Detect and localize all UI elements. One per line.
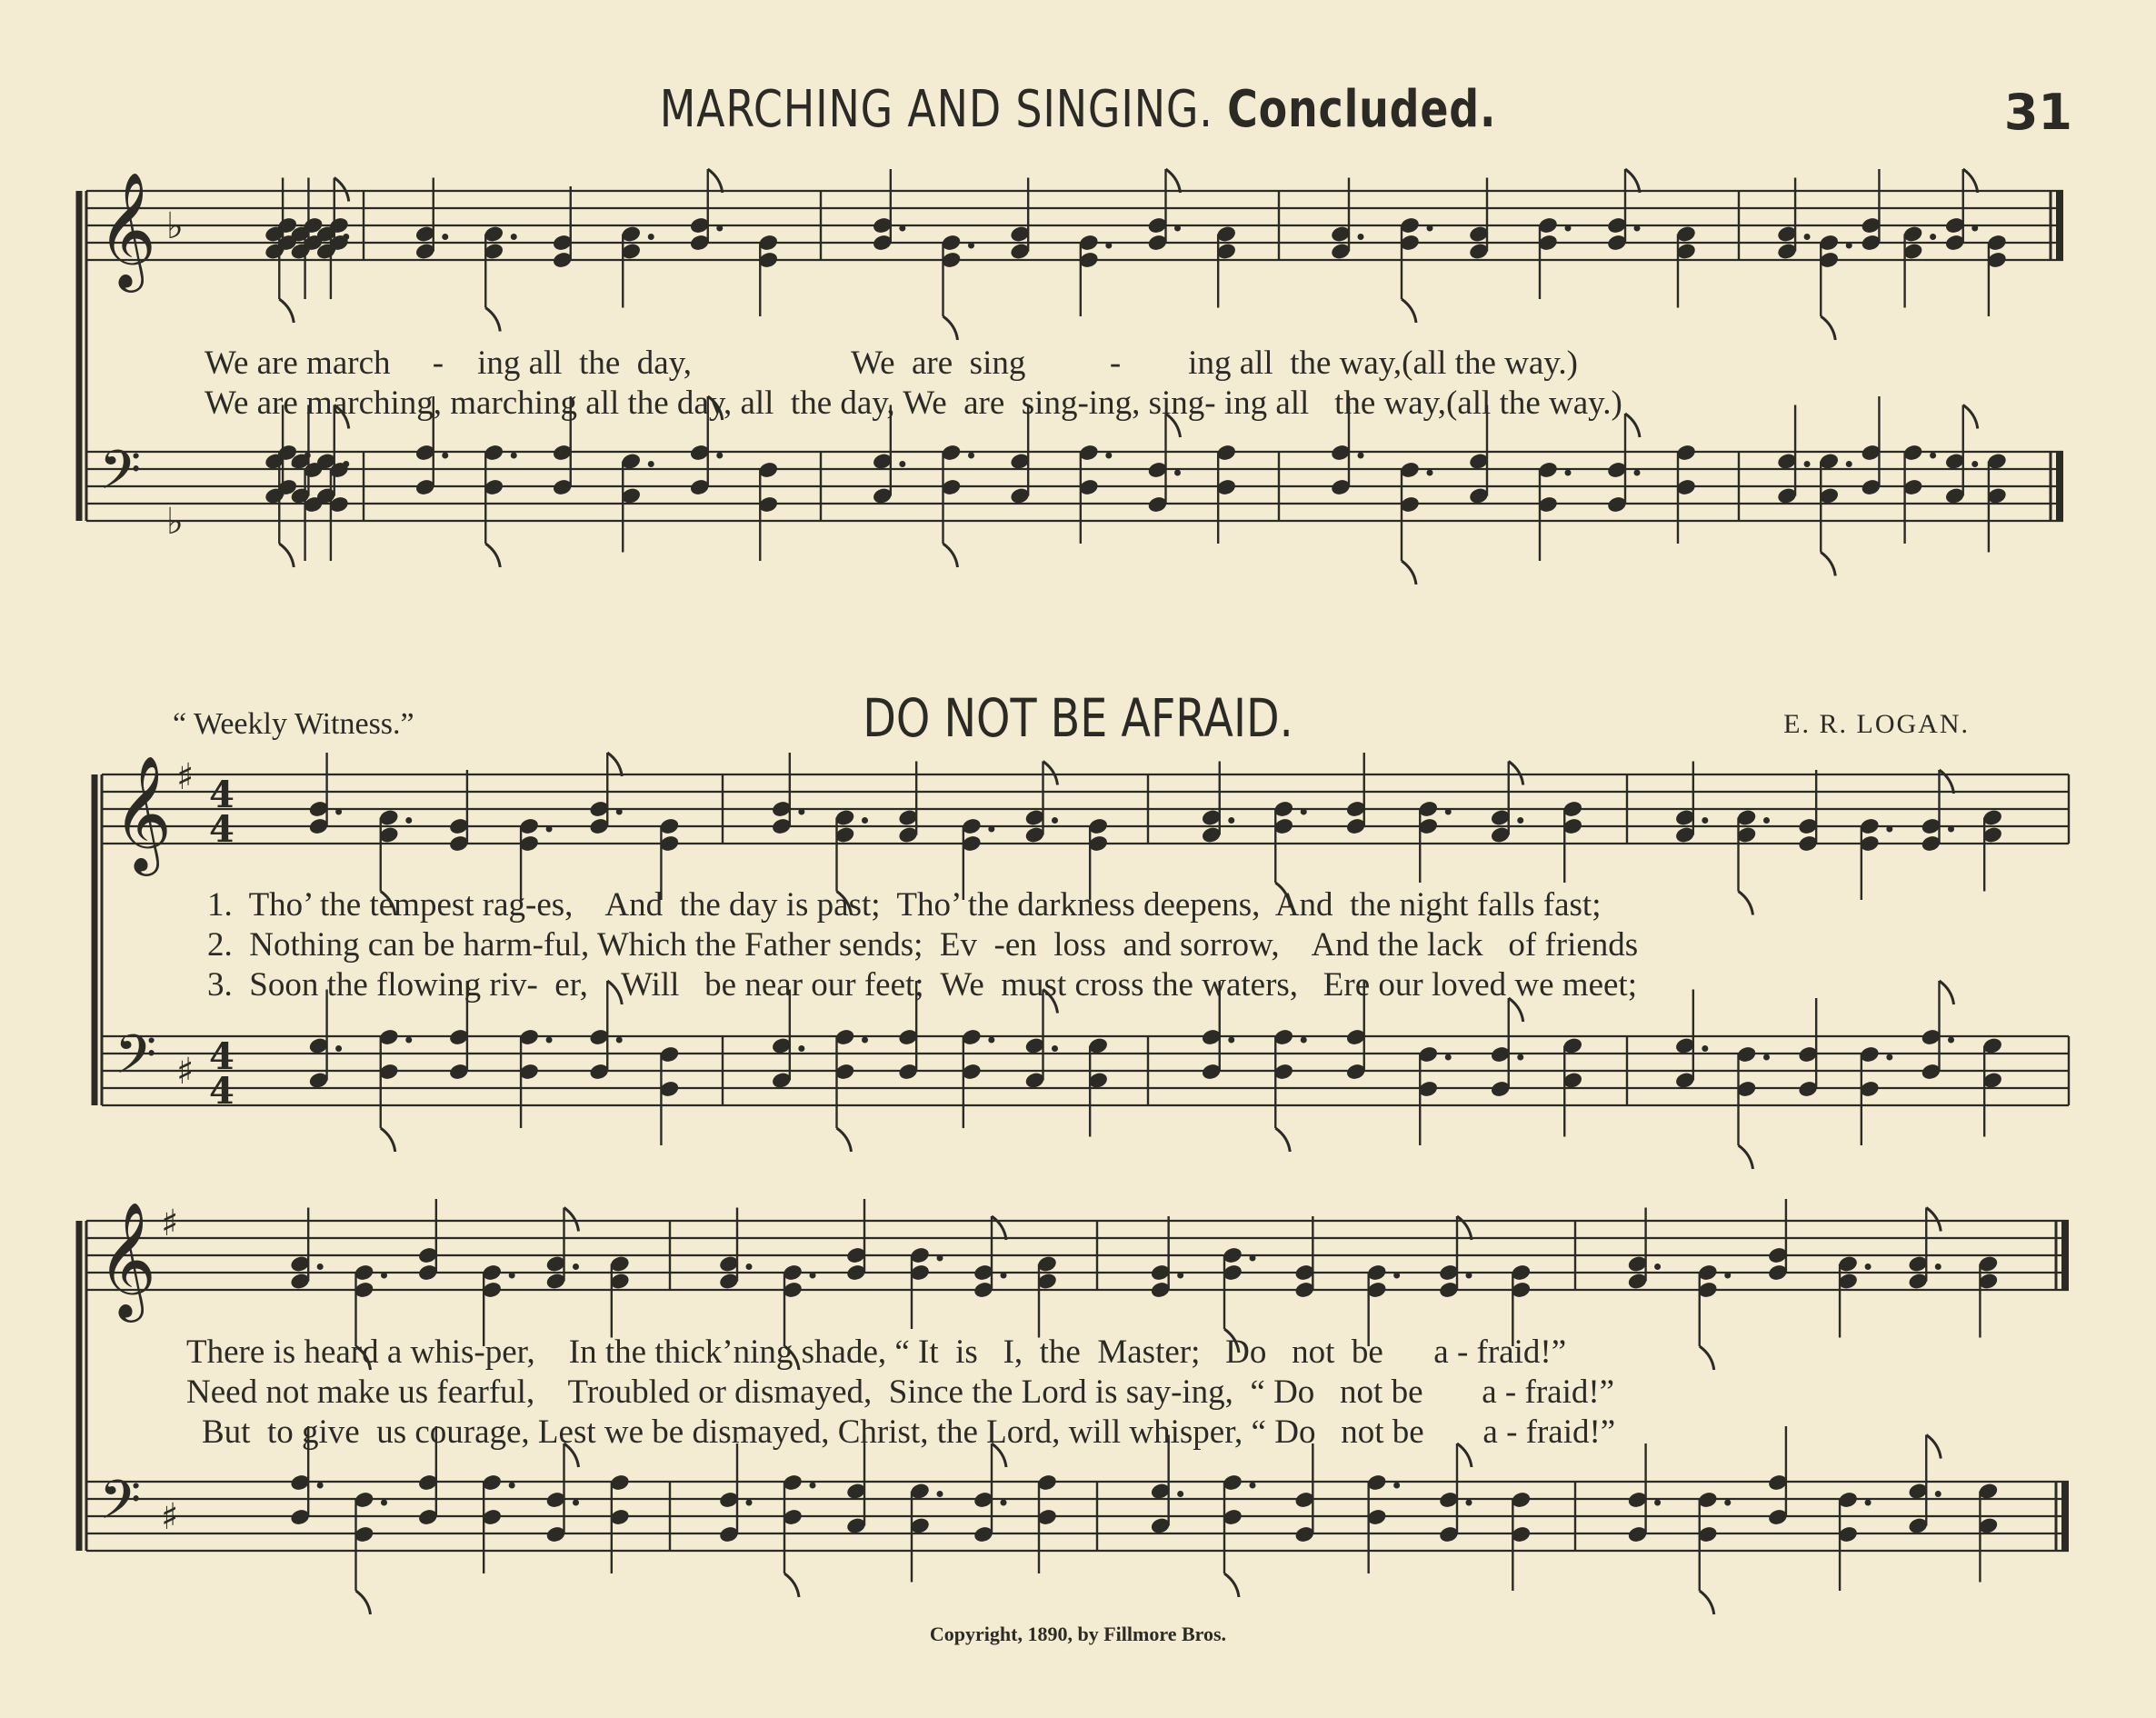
dot: [968, 453, 974, 459]
time-signature-top: 4: [209, 1035, 235, 1078]
dot: [899, 225, 905, 232]
dot: [1301, 1037, 1307, 1044]
note-flag: [485, 544, 500, 567]
dot: [1177, 1491, 1183, 1497]
note-flag: [564, 1208, 579, 1232]
note-flag: [1275, 1128, 1290, 1152]
dot: [511, 234, 517, 240]
dot: [899, 461, 905, 467]
note-flag: [1739, 1145, 1753, 1169]
dot: [616, 1037, 623, 1044]
copyright-notice: Copyright, 1890, by Fillmore Bros.: [929, 1623, 1227, 1645]
dot: [573, 1264, 579, 1270]
dot: [810, 1273, 816, 1279]
time-signature-top: 4: [209, 774, 235, 816]
dot: [1466, 1500, 1472, 1506]
note-flag: [784, 1573, 799, 1597]
song2-title: DO NOT BE AFRAID.: [863, 687, 1293, 749]
dot: [968, 243, 974, 249]
dot: [1393, 1273, 1400, 1279]
song-title-suffix: Concluded.: [1227, 80, 1497, 139]
song-title: MARCHING AND SINGING.: [659, 80, 1213, 139]
dot: [405, 1037, 412, 1044]
treble-clef-icon: 𝄞: [97, 171, 157, 287]
dot: [648, 461, 654, 467]
dot: [1724, 1500, 1731, 1506]
dot: [1301, 809, 1307, 815]
dot: [937, 1491, 943, 1497]
dot: [1634, 225, 1641, 232]
verse-2-line-a: 2. Nothing can be harm-ful, Which the Father sends; Ev -en loss and sorrow, And the lack of friends: [207, 926, 1639, 964]
dot: [1358, 453, 1364, 459]
verse-2-line-b: Need not make us fearful, Troubled or dismayed, Since the Lord is say-ing, “ Do not be a - fraid!”: [186, 1373, 1615, 1411]
note-flag: [1963, 169, 1978, 193]
dot: [335, 809, 342, 815]
dot: [573, 1500, 579, 1506]
dot: [1250, 1255, 1256, 1262]
dot: [1846, 243, 1852, 249]
note-flag: [837, 1128, 852, 1152]
dot: [1702, 1045, 1708, 1052]
dot: [442, 234, 448, 240]
dot: [988, 826, 994, 833]
dot: [1052, 1045, 1058, 1052]
dot: [546, 1037, 553, 1044]
dot: [1001, 1273, 1007, 1279]
dot: [616, 809, 623, 815]
dot: [1052, 817, 1058, 824]
dot: [1445, 809, 1452, 815]
note-flag: [1166, 169, 1181, 193]
dot: [1935, 1491, 1941, 1497]
dot: [1724, 1273, 1731, 1279]
dot: [511, 453, 517, 459]
dot: [1427, 225, 1433, 232]
dot: [335, 1045, 342, 1052]
note-flag: [1821, 316, 1835, 340]
dot: [798, 1045, 804, 1052]
note-flag: [279, 544, 294, 567]
dot: [1865, 1500, 1872, 1506]
dot: [810, 1483, 816, 1489]
dot: [405, 817, 412, 824]
dot: [1971, 461, 1978, 467]
note-flag: [1224, 1573, 1239, 1597]
note-flag: [485, 308, 500, 332]
dot: [1001, 1500, 1007, 1506]
dot: [1177, 1273, 1183, 1279]
sharp-icon: ♯: [176, 1051, 195, 1093]
note-flag: [607, 753, 622, 776]
note-flag: [1821, 553, 1835, 576]
dot: [1935, 1264, 1941, 1270]
song1-lyric-line-2: We are marching, marching all the day, all the day, We are sing-ing, sing- ing all the way,(all the way.): [205, 385, 1622, 422]
dot: [1228, 817, 1234, 824]
bass-clef-icon: 𝄢: [99, 438, 142, 514]
dot: [1393, 1483, 1400, 1489]
dot: [1445, 1054, 1452, 1061]
dot: [1105, 453, 1112, 459]
dot: [1654, 1264, 1661, 1270]
verse-3-line-a: 3. Soon the flowing riv- er, Will be near our feet; We must cross the waters, Ere our loved we meet;: [207, 966, 1637, 1004]
dot: [317, 1264, 324, 1270]
dot: [442, 453, 448, 459]
dot: [1565, 225, 1572, 232]
time-signature-bottom: 4: [209, 1070, 235, 1113]
note-flag: [1625, 169, 1640, 193]
dot: [317, 1483, 324, 1489]
note-flag: [708, 169, 723, 193]
verse-3-line-b: But to give us courage, Lest we be dismayed, Christ, the Lord, will whisper, “ Do not be a - fraid!”: [202, 1413, 1616, 1451]
dot: [509, 1273, 515, 1279]
dot: [798, 809, 804, 815]
note-flag: [1926, 1208, 1941, 1232]
dot: [1804, 461, 1811, 467]
treble-clef-icon: 𝄞: [97, 1201, 157, 1317]
dot: [1105, 243, 1112, 249]
dot: [1466, 1273, 1472, 1279]
song1-lyric-line-1: We are march - ing all the day, We are sing - ing all the way,(all the way.): [205, 345, 1578, 382]
song-source: “ Weekly Witness.”: [173, 707, 414, 741]
dot: [1804, 234, 1811, 240]
dot: [1948, 826, 1954, 833]
dot: [746, 1500, 753, 1506]
dot: [1427, 470, 1433, 476]
dot: [648, 234, 654, 240]
dot: [716, 225, 723, 232]
dot: [1565, 470, 1572, 476]
dot: [1174, 225, 1181, 232]
sharp-icon: ♯: [161, 1203, 179, 1244]
verse-1-line-b: There is heard a whis-per, In the thick’ning shade, “ It is I, the Master; Do not be a - fraid!”: [186, 1333, 1567, 1371]
dot: [1174, 470, 1181, 476]
dot: [1517, 817, 1523, 824]
dot: [862, 1037, 868, 1044]
note-flag: [356, 1591, 371, 1614]
bass-clef-icon: 𝄢: [115, 1023, 157, 1099]
dot: [746, 1264, 753, 1270]
dot: [1517, 1054, 1523, 1061]
dot: [1865, 1264, 1872, 1270]
sharp-icon: ♯: [176, 756, 195, 798]
dot: [716, 453, 723, 459]
dot: [1948, 1037, 1954, 1044]
dot: [1886, 1054, 1892, 1061]
dot: [381, 1273, 387, 1279]
composer: E. R. LOGAN.: [1783, 709, 1970, 739]
treble-clef-icon: 𝄞: [113, 754, 173, 871]
note-flag: [381, 1128, 395, 1152]
note-flag: [1509, 762, 1523, 785]
note-flag: [1700, 1591, 1714, 1614]
note-flag: [1402, 561, 1416, 584]
dot: [1358, 234, 1364, 240]
dot: [381, 1500, 387, 1506]
dot: [1886, 826, 1892, 833]
note-flag: [334, 178, 349, 202]
note-flag: [1402, 299, 1416, 323]
verse-1-line-a: 1. Tho’ the tempest rag-es, And the day is past; Tho’ the darkness deepens, And the night falls fast;: [207, 886, 1602, 924]
dot: [1228, 1037, 1234, 1044]
dot: [1634, 470, 1641, 476]
note-flag: [1043, 762, 1058, 785]
page-number: 31: [2003, 84, 2072, 141]
dot: [1846, 461, 1852, 467]
dot: [1702, 817, 1708, 824]
flat-icon: ♭: [166, 501, 184, 543]
dot: [509, 1483, 515, 1489]
dot: [1763, 1054, 1770, 1061]
dot: [1930, 453, 1936, 459]
dot: [1971, 225, 1978, 232]
sharp-icon: ♯: [161, 1496, 179, 1538]
dot: [1250, 1483, 1256, 1489]
dot: [1654, 1500, 1661, 1506]
dot: [1763, 817, 1770, 824]
time-signature-bottom: 4: [209, 808, 235, 851]
note-flag: [943, 316, 958, 340]
dot: [1930, 234, 1936, 240]
note-flag: [279, 299, 294, 323]
bass-clef-icon: 𝄢: [99, 1468, 142, 1544]
flat-icon: ♭: [166, 205, 184, 247]
note-flag: [943, 544, 958, 567]
dot: [937, 1255, 943, 1262]
dot: [862, 817, 868, 824]
dot: [546, 826, 553, 833]
dot: [988, 1037, 994, 1044]
